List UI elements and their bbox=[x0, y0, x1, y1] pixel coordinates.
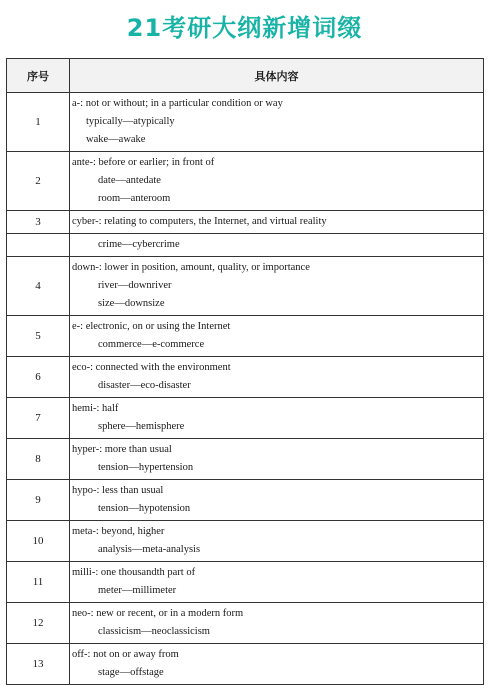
row-content bbox=[70, 357, 484, 398]
row-number: 3 bbox=[7, 211, 70, 234]
affix-example: wake—awake bbox=[86, 134, 146, 145]
row-number: 5 bbox=[7, 316, 70, 357]
row-content bbox=[70, 398, 484, 439]
row-number: 10 bbox=[7, 521, 70, 562]
row-content bbox=[70, 152, 484, 211]
affix-example: classicism—neoclassicism bbox=[98, 626, 210, 637]
table-row bbox=[7, 480, 484, 521]
header-number: 序号 bbox=[7, 59, 70, 93]
table-row bbox=[7, 357, 484, 398]
row-content bbox=[70, 439, 484, 480]
row-number: 9 bbox=[7, 480, 70, 521]
table-row bbox=[7, 93, 484, 152]
affix-example: room—anteroom bbox=[98, 193, 171, 204]
affix-example: analysis—meta-analysis bbox=[98, 544, 201, 555]
affix-definition: hemi-: half bbox=[72, 403, 119, 414]
row-number: 6 bbox=[7, 357, 70, 398]
affix-definition: ante-: before or earlier; in front of bbox=[72, 157, 215, 168]
affix-example: crime—cybercrime bbox=[98, 239, 180, 250]
row-number: 2 bbox=[7, 152, 70, 211]
table-row bbox=[7, 562, 484, 603]
row-number: 1 bbox=[7, 93, 70, 152]
row-number: 4 bbox=[7, 257, 70, 316]
table-row bbox=[7, 316, 484, 357]
row-number: 11 bbox=[7, 562, 70, 603]
affix-example: meter—millimeter bbox=[98, 585, 177, 596]
row-content bbox=[70, 211, 484, 234]
row-number: 13 bbox=[7, 644, 70, 685]
table-row bbox=[7, 521, 484, 562]
affix-definition: cyber-: relating to computers, the Internet, and virtual reality bbox=[72, 216, 327, 227]
affix-definition: down-: lower in position, amount, quality, or importance bbox=[72, 262, 310, 273]
table-row bbox=[7, 152, 484, 211]
affix-definition: hypo-: less than usual bbox=[72, 485, 164, 496]
row-number: 12 bbox=[7, 603, 70, 644]
row-content bbox=[70, 480, 484, 521]
row-content bbox=[70, 257, 484, 316]
affix-example: tension—hypotension bbox=[98, 503, 191, 514]
table-row bbox=[7, 398, 484, 439]
row-content bbox=[70, 603, 484, 644]
affix-example: commerce—e-commerce bbox=[98, 339, 205, 350]
affix-definition: a-: not or without; in a particular condition or way bbox=[72, 98, 283, 109]
row-content bbox=[70, 521, 484, 562]
row-content bbox=[70, 644, 484, 685]
affix-example: disaster—eco-disaster bbox=[98, 380, 191, 391]
affix-example: typically—atypically bbox=[86, 116, 175, 127]
table-header-row bbox=[7, 59, 484, 93]
affix-definition: off-: not on or away from bbox=[72, 649, 179, 660]
affix-definition: milli-: one thousandth part of bbox=[72, 567, 196, 578]
affix-example: tension—hypertension bbox=[98, 462, 194, 473]
table-row bbox=[7, 603, 484, 644]
affix-definition: neo-: new or recent, or in a modern form bbox=[72, 608, 244, 619]
affix-example: date—antedate bbox=[98, 175, 161, 186]
table-row bbox=[7, 257, 484, 316]
affix-example: size—downsize bbox=[98, 298, 165, 309]
affix-definition: eco-: connected with the environment bbox=[72, 362, 231, 373]
table-row-continued bbox=[7, 234, 484, 257]
header-content: 具体内容 bbox=[70, 59, 484, 93]
affix-example: stage—offstage bbox=[98, 667, 164, 678]
row-content bbox=[70, 316, 484, 357]
row-content bbox=[70, 93, 484, 152]
table-row bbox=[7, 644, 484, 685]
row-content bbox=[70, 234, 484, 257]
affix-definition: hyper-: more than usual bbox=[72, 444, 172, 455]
table-row bbox=[7, 439, 484, 480]
affix-table bbox=[6, 58, 484, 685]
affix-example: river—downriver bbox=[98, 280, 172, 291]
row-content bbox=[70, 562, 484, 603]
affix-example: sphere—hemisphere bbox=[98, 421, 185, 432]
affix-definition: e-: electronic, on or using the Internet bbox=[72, 321, 231, 332]
row-number: 7 bbox=[7, 398, 70, 439]
affix-definition: meta-: beyond, higher bbox=[72, 526, 165, 537]
row-number: 8 bbox=[7, 439, 70, 480]
page-title: 21考研大纲新增词缀 bbox=[126, 14, 363, 42]
table-row bbox=[7, 211, 484, 234]
